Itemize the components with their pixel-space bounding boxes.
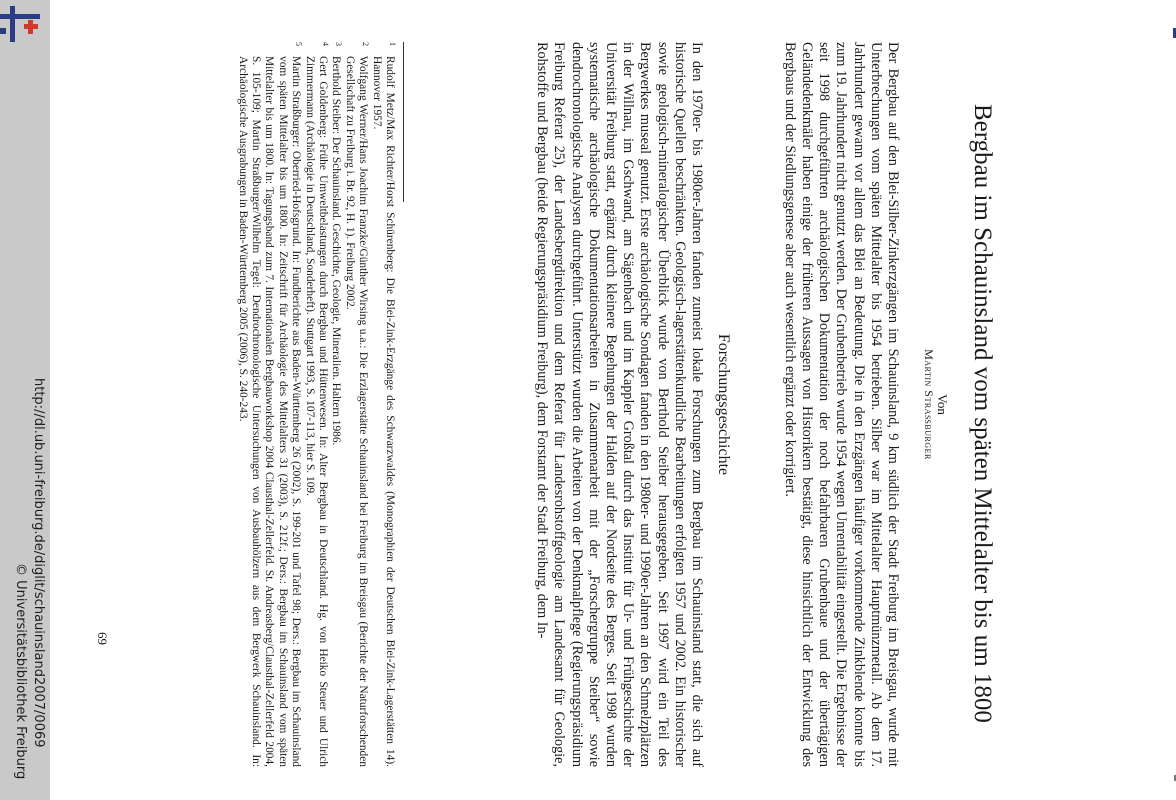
footnote bbox=[302, 42, 329, 767]
footnote-text: Martin Straßburger: Oberried-Hofsgrund. In: Fundberichte aus Baden-Württemberg 26 (2002), S. 199-201 und Tafel 98; Ders.: Bergbau im Schauinsland vom späten Mittelalter bis um 1800. In: Zeitschrift für Archäologie des Mittelalters 31 (2003), S. 212f.; Ders.: Bergbau im Schauinsland vom späten Mittelalter bis um 1800. In: Tagungsband zum 7. Internationalen Bergbauworkshop 2004 Clausthal-Zellerfeld. St. Andreasberg/Clausthal-Zellerfeld 2004, S. 105-109; Martin Straßburger/Wilhelm Tegel: Dendrochronologische Untersuchungen von Ausbauhölzern aus dem Bergwerk Schauinsland. In: Archäologische Ausgrabungen in Baden-Württemberg 2005 (2006), S. 240-243. bbox=[236, 56, 303, 767]
footnote-text: Berthold Steiber: Der Schauinsland. Geschichte, Geologie, Mineralien. Haltern 1986. bbox=[330, 56, 343, 446]
footnote-number: 1 bbox=[388, 42, 397, 46]
scanned-page bbox=[10, 42, 1000, 782]
footnote-number: 2 bbox=[361, 42, 371, 46]
footnote-number: 5 bbox=[294, 42, 304, 46]
footnote-text: Wolfgang Werner/Hans Joachim Franzke/Günther Wirsing u.a.: Die Erzlagerstätte Schauinsland bei Freiburg im Breisgau (Berichte der Naturforschenden Gesellschaft zu Freiburg i. Br. 92, H. 1). Freiburg 2002. bbox=[343, 56, 370, 767]
footnote bbox=[342, 42, 369, 767]
page-title: Bergbau im Schauinsland vom späten Mittelalter bis um 1800 bbox=[969, 104, 996, 723]
footnote bbox=[329, 42, 342, 767]
by-label: Von bbox=[935, 394, 950, 415]
footnote-divider bbox=[403, 42, 404, 202]
author-name: Martin Straßburger bbox=[922, 349, 936, 460]
paragraph-research-history: In den 1970er- bis 1980er-Jahren fanden zumeist lokale Forschungen zum Bergbau im Schauinsland statt, die sich auf historische Quellen beschränkten. Geologisch-lagerstättenkundliche Bearbeitungen erfolgten 1957 und 2002. Ein historischer sowie geologisch-mineralogischer Überblick wurde von Berthold Steiber herausgegeben. Seit 1997 wird ein Teil des Bergwerkes museal genutzt. Erste archäologische Sondagen fanden in den 1980er- und 1990er-Jahren an den Schmelzplätzen in der Willnau, im Gschwand, am Sägenbach und im Kappler Großtal durch das Institut für Ur- und Frühgeschichte der Universität Freiburg statt, ergänzt durch kleinere Begehungen der Halden auf der Nordseite des Berges. Seit 1998 wurden systematische archäologische Dokumentationsarbeiten in Zusammenarbeit mit der „Forschergruppe Steiber“ sowie dendrochronologische Analysen durchgeführt. Unterstützt wurden die Arbeiten von der Denkmalpflege (Regierungspräsidium Freiburg Referat 25), der Landesbergdirektion und dem Referat für Landesrohstoffgeologie am Landesamt für Geologie, Rohstoffe und Bergbau (beide Regierungspräsidium Freiburg), dem Forstamt der Stadt Freiburg, dem In- bbox=[534, 42, 705, 767]
footnote-text: Rudolf Metz/Max Richter/Horst Schürenberg: Die Blei-Zink-Erzgänge des Schwarzwaldes (Monographien der Deutschen Blei-Zink-Lagerstätten 14). Hannover 1957. bbox=[370, 56, 396, 767]
watermark-copyright: © Universitätsbibliothek Freiburg bbox=[13, 563, 28, 780]
footnote bbox=[235, 42, 302, 767]
page-number: 69 bbox=[95, 632, 110, 645]
footnote-number: 3 bbox=[334, 42, 344, 46]
section-heading: Forschungsgeschichte bbox=[715, 333, 732, 476]
footnote-text: Gert Goldenberg: Frühe Umweltbelastungen durch Bergbau und Hüttenwesen. In: Alter Bergbau in Deutschland. Hg. von Heiko Steuer und Ulrich Zimmermann (Archäologie in Deutschland, Sonderheft). Stuttgart 1993, S. 107-113, hier S. 109. bbox=[303, 56, 329, 767]
footnotes bbox=[235, 42, 396, 767]
footnote-number: 4 bbox=[320, 42, 330, 46]
watermark-url: http://dl.ub.uni-freiburg.de/diglit/schauinsland2007/0069 bbox=[31, 378, 46, 748]
footnote bbox=[369, 42, 396, 767]
paragraph-intro: Der Bergbau auf den Blei-Silber-Zinkerzgängen im Schauinsland, 9 km südlich der Stadt Freiburg im Breisgau, wurde mit Unterbrechungen vom späten Mittelalter bis 1954 betrieben. Silber war im Mittelalter Hauptmünzmetall. Ab dem 17. Jahrhundert gewann vor allem das Blei an Bedeutung. Die in den Erzgängen häufiger vorkommende Zinkblende konnte bis zum 19. Jahrhundert nicht genutzt werden. Der Grubenbetrieb wurde 1954 wegen Unrentabilität eingestellt. Die Ergebnisse der seit 1998 durchgeführten archäologischen Dokumentation der noch befahrbaren Grubenbaue und der übertägigen Geländedenkmäler haben einige der früheren Aussagen von Historikern bestätigt, diese hinsichtlich der Entwicklung des Bergbaus und der Siedlungsgenese aber auch wesentlich ergänzt oder korrigiert. bbox=[781, 42, 901, 767]
